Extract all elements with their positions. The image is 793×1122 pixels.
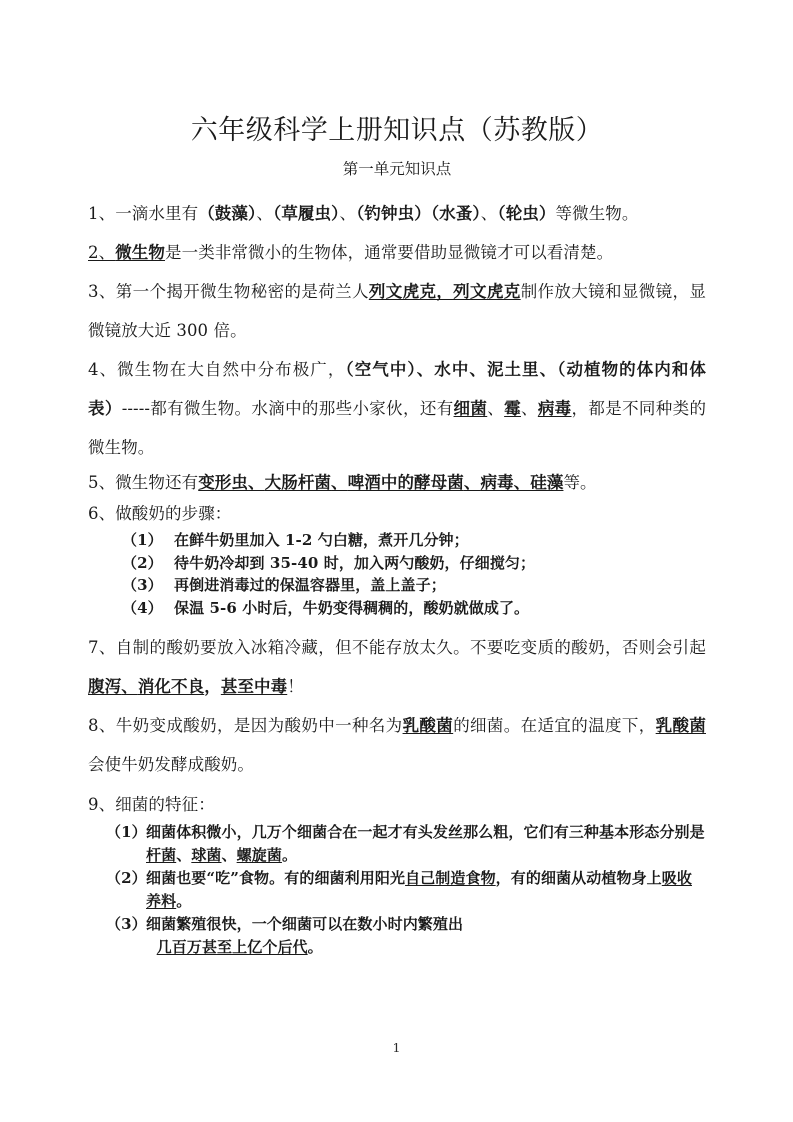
knowledge-item-5 bbox=[88, 467, 706, 498]
page-title: 六年级科学上册知识点（苏教版） bbox=[190, 115, 604, 146]
item7-lead: 7、自制的酸奶要放入冰箱冷藏，但不能存放太久。不要吃变质的酸奶，否则会引起 bbox=[88, 638, 706, 657]
item1-term-3: （钓钟虫）（水蚤） bbox=[356, 204, 481, 223]
step-text: 在鲜牛奶里加入 1-2 勺白糖，煮开几分钟； bbox=[174, 531, 469, 549]
feature-wrap-spacer bbox=[146, 936, 157, 959]
item5-keyword-4: 病毒、硅藻 bbox=[480, 473, 564, 492]
item5-tail: 等。 bbox=[563, 473, 597, 492]
item7-sep-1: 、 bbox=[121, 677, 138, 696]
feature-text-1: 细菌也要“吃”食物。有的细菌利用阳光 bbox=[146, 869, 406, 887]
item7-keyword-2: 消化不良 bbox=[137, 677, 205, 696]
document-body bbox=[88, 112, 706, 959]
item5-keyword-2: 大肠杆菌 bbox=[264, 473, 332, 492]
item7-keyword-1: 腹泻 bbox=[88, 677, 122, 696]
knowledge-item-4 bbox=[88, 350, 706, 467]
item1-term-2: （草履虫） bbox=[272, 204, 340, 223]
feature-marker: （3） bbox=[106, 915, 147, 933]
step-text: 保温 5-6 小时后，牛奶变得稠稠的，酸奶就做成了。 bbox=[174, 598, 530, 617]
item1-sep-3: 、 bbox=[480, 204, 498, 223]
feature-sep-2: 、 bbox=[221, 846, 237, 864]
item8-tail: 会使牛奶发酵成酸奶。 bbox=[88, 755, 254, 774]
feature-text-3: 。 bbox=[176, 892, 192, 910]
step-text: 再倒进消毒过的保温容器里，盖上盖子； bbox=[174, 576, 446, 594]
item1-term-4: （轮虫） bbox=[497, 204, 556, 223]
item5-sep-1: 、 bbox=[248, 473, 265, 492]
step-marker: （2） bbox=[122, 553, 163, 572]
knowledge-item-9: 9、细菌的特征： bbox=[88, 795, 215, 814]
feature-text-2: ，有的细菌从动植物身上 bbox=[495, 869, 662, 887]
feature-text-1: 细菌体积微小，几万个细菌合在一起才有头发丝那么粗，它们有三种基本形态分别是 bbox=[146, 823, 705, 841]
feature-text-2: 。 bbox=[307, 938, 323, 956]
item8-keyword-1: 乳酸菌 bbox=[402, 716, 454, 735]
item2-number: 2、 bbox=[88, 243, 116, 262]
item1-lead: 1、一滴水里有 bbox=[88, 204, 199, 223]
feature-text-2: 。 bbox=[281, 846, 298, 864]
page-number: 1 bbox=[392, 1040, 401, 1055]
feature-marker: （1） bbox=[106, 823, 147, 841]
item3-lead: 3、第一个揭开微生物秘密的是荷兰人 bbox=[88, 282, 369, 301]
knowledge-item-8 bbox=[88, 706, 706, 784]
item2-tail: 是一类非常微小的生物体，通常要借助显微镜才可以看清楚。 bbox=[165, 243, 614, 262]
spacer bbox=[88, 619, 706, 628]
list-item bbox=[122, 597, 706, 620]
item8-mid: 的细菌。在适宜的温度下， bbox=[453, 716, 656, 735]
step-marker: （1） bbox=[122, 531, 163, 549]
bacteria-features-list bbox=[88, 821, 706, 959]
item1-tail: 等微生物。 bbox=[555, 204, 639, 223]
feature-keyword-1: 几百万甚至上亿个后代 bbox=[156, 938, 308, 956]
knowledge-item-6: 6、做酸奶的步骤： bbox=[88, 504, 232, 523]
item4-keyword-1: 细菌 bbox=[453, 399, 488, 418]
item8-lead: 8、牛奶变成酸奶，是因为酸奶中一种名为 bbox=[88, 716, 403, 735]
step-marker: （4） bbox=[122, 598, 163, 617]
item4-keyword-3: 病毒 bbox=[537, 399, 572, 418]
item5-keyword-3: 啤酒中的酵母菌 bbox=[347, 473, 464, 492]
feature-marker: （2） bbox=[106, 869, 147, 887]
item7-keyword-3: 甚至中毒 bbox=[220, 677, 288, 696]
knowledge-item-2 bbox=[88, 233, 706, 272]
item5-sep-3: 、 bbox=[463, 473, 481, 492]
item5-keyword-1: 变形虫 bbox=[198, 473, 249, 492]
item1-sep-2: 、 bbox=[339, 204, 357, 223]
item4-dash: ----- bbox=[121, 399, 151, 418]
feature-keyword-1: 杆菌 bbox=[146, 846, 177, 864]
knowledge-item-1 bbox=[88, 194, 706, 233]
list-item bbox=[122, 529, 706, 552]
step-marker: （3） bbox=[122, 576, 163, 594]
list-item bbox=[106, 867, 706, 913]
item3-tail: 制作放大镜和显微镜，显微镜放大近 300 倍。 bbox=[88, 282, 707, 340]
item1-sep-1: 、 bbox=[256, 204, 273, 223]
knowledge-item-7 bbox=[88, 628, 706, 706]
item4-lead: 4、微生物在大自然中分布极广， bbox=[88, 360, 346, 379]
item4-mid: 都有微生物。水滴中的那些小家伙，还有 bbox=[150, 399, 454, 418]
item4-tail: ，都是不同种类的微生物。 bbox=[88, 399, 707, 457]
item4-sep-2: 、 bbox=[520, 399, 538, 418]
list-item bbox=[106, 913, 706, 959]
feature-sep-1: 、 bbox=[176, 846, 192, 864]
feature-keyword-3: 螺旋菌 bbox=[236, 846, 282, 864]
knowledge-item-3 bbox=[88, 272, 706, 350]
item1-term-1: （鼓藻） bbox=[198, 204, 257, 223]
item2-keyword: 微生物 bbox=[115, 243, 166, 262]
feature-keyword-1: 自己制造食物 bbox=[405, 869, 496, 887]
feature-keyword-2: 吸收养料 bbox=[146, 869, 692, 910]
item4-bold-locations: （空气中）、水中、泥土里、（动植物的体内和体表） bbox=[88, 360, 707, 418]
list-item bbox=[106, 821, 706, 867]
item5-sep-2: 、 bbox=[331, 473, 348, 492]
list-item bbox=[122, 574, 706, 597]
item4-keyword-2: 霉 bbox=[504, 399, 521, 418]
list-item bbox=[122, 552, 706, 575]
item5-lead: 5、微生物还有 bbox=[88, 473, 199, 492]
item7-tail: ！ bbox=[287, 677, 304, 696]
item8-keyword-2: 乳酸菌 bbox=[655, 716, 706, 735]
yogurt-steps-list bbox=[88, 529, 706, 619]
feature-text-1: 细菌繁殖很快，一个细菌可以在数小时内繁殖出 bbox=[146, 915, 464, 933]
item7-sep-2: ， bbox=[204, 677, 221, 696]
item4-sep-1: 、 bbox=[487, 399, 505, 418]
item3-keyword: 列文虎克，列文虎克 bbox=[368, 282, 521, 301]
step-text: 待牛奶冷却到 35-40 时，加入两勺酸奶，仔细搅匀； bbox=[174, 553, 536, 572]
feature-keyword-2: 球菌 bbox=[191, 846, 222, 864]
page-subtitle: 第一单元知识点 bbox=[342, 160, 452, 178]
